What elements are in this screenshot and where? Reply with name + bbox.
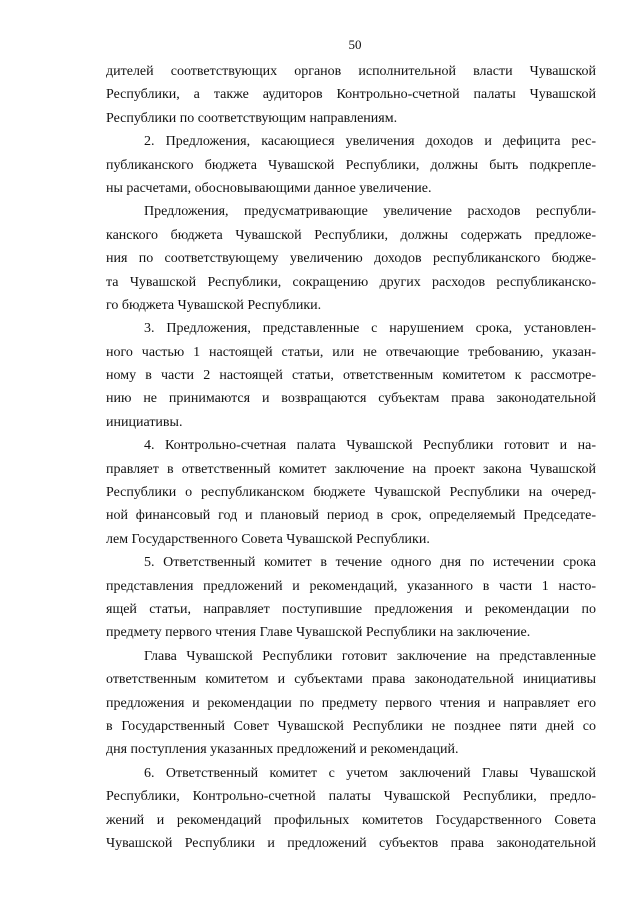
text-line: 6. Ответственный комитет с учетом заключений Главы Чувашской: [144, 765, 596, 781]
paragraph: [106, 130, 596, 200]
text-line: дня поступления указанных предложений и рекомендаций.: [106, 742, 459, 758]
paragraph: [106, 762, 596, 856]
text-line: публиканского бюджета Чувашской Республики, должны быть подкрепле-: [106, 157, 596, 173]
text-line: Чувашской Республики и предложений субъектов права законодательной: [106, 835, 596, 851]
text-line: нию не принимаются и возвращаются субъектам права законодательной: [106, 391, 596, 407]
text-line: предложения и рекомендации по предмету первого чтения и направляет его: [106, 695, 596, 711]
text-line: 2. Предложения, касающиеся увеличения доходов и дефицита рес-: [144, 134, 596, 150]
text-line: 5. Ответственный комитет в течение одного дня по истечении срока: [144, 555, 596, 571]
text-line: представления предложений и рекомендаций, указанного в части 1 насто-: [106, 578, 596, 594]
paragraph: [106, 645, 596, 762]
text-line: та Чувашской Республики, сокращению других расходов республиканско-: [106, 274, 596, 290]
paragraph: [106, 60, 596, 130]
paragraph: [106, 434, 596, 551]
text-line: Республики, Контрольно-счетной палаты Чувашской Республики, предло-: [106, 789, 596, 805]
text-line: 3. Предложения, представленные с нарушением срока, установлен-: [144, 321, 596, 337]
text-line: ному в части 2 настоящей статьи, ответственным комитетом к рассмотре-: [106, 368, 596, 384]
text-line: го бюджета Чувашской Республики.: [106, 297, 322, 313]
text-line: канского бюджета Чувашской Республики, должны содержать предложе-: [106, 227, 596, 243]
text-line: ния по соответствующему увеличению доходов республиканского бюдже-: [106, 251, 596, 267]
text-line: дителей соответствующих органов исполнительной власти Чувашской: [106, 64, 596, 79]
text-line: Глава Чувашской Республики готовит заключение на представленные: [144, 648, 596, 664]
paragraph: [106, 317, 596, 434]
document-page: [106, 36, 596, 855]
text-line: ной финансовый год и плановый период в срок, определяемый Председате-: [106, 508, 596, 524]
text-line: Республики по соответствующим направлениям.: [106, 110, 398, 126]
text-line: ответственным комитетом и субъектами права законодательной инициативы: [106, 672, 596, 688]
paragraph: [106, 200, 596, 317]
text-line: Республики о республиканском бюджете Чувашской Республики на очеред-: [106, 485, 596, 501]
page-number: 50: [348, 37, 362, 52]
text-line: жений и рекомендаций профильных комитетов Государственного Совета: [106, 812, 596, 828]
text-line: предмету первого чтения Главе Чувашской Республики на заключение.: [106, 625, 531, 641]
text-line: 4. Контрольно-счетная палата Чувашской Республики готовит и на-: [144, 438, 596, 454]
text-line: ного частью 1 настоящей статьи, или не отвечающие требованию, указан-: [106, 344, 596, 360]
text-line: Республики, а также аудиторов Контрольно-счетной палаты Чувашской: [106, 87, 596, 103]
text-line: инициативы.: [106, 414, 183, 430]
text-line: Предложения, предусматривающие увеличение расходов республи-: [144, 204, 596, 220]
paragraph: [106, 551, 596, 645]
document-body: [106, 60, 596, 855]
text-line: лем Государственного Совета Чувашской Республики.: [106, 531, 430, 547]
text-line: правляет в ответственный комитет заключение на проект закона Чувашской: [106, 461, 596, 477]
text-line: в Государственный Совет Чувашской Республики не позднее пяти дней со: [106, 718, 596, 734]
text-line: ящей статьи, направляет поступившие предложения и рекомендации по: [106, 601, 596, 617]
text-line: ны расчетами, обосновывающими данное увеличение.: [106, 180, 432, 196]
